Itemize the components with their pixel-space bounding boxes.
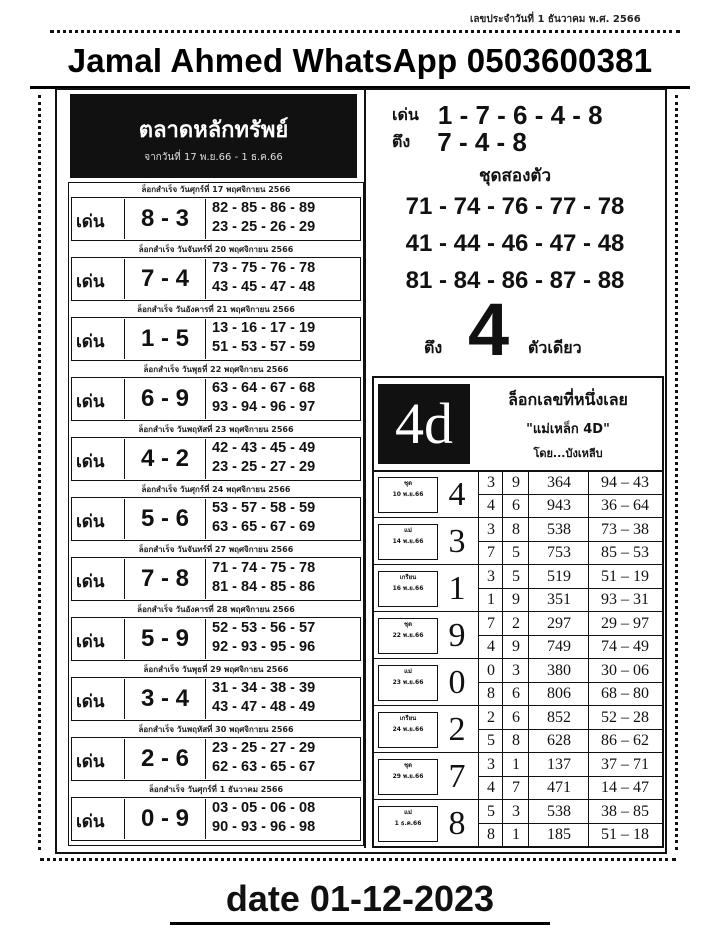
footer-date: date 01-12-2023 [225, 878, 495, 919]
table-4d-cell: 538 [547, 803, 571, 820]
table-4d-cell: 68 – 80 [601, 685, 649, 702]
row-numbers-line-1: 31 - 34 - 38 - 39 [212, 680, 316, 696]
set-line-3: 81 - 84 - 86 - 87 - 88 [405, 267, 625, 294]
row-pair: 0 - 9 [124, 799, 206, 839]
row-date: ล็อกสำเร็จ วันศุกร์ที่ 24 พฤศจิกายน 2566 [141, 485, 291, 494]
table-4d-date-text: 1 ธ.ค.66 [394, 820, 422, 827]
row-numbers-line-1: 42 - 43 - 45 - 49 [212, 440, 316, 456]
table-4d-cell: 538 [547, 521, 571, 538]
table-4d-main-digit: 9 [448, 617, 466, 654]
dotted-border-left [38, 95, 41, 850]
table-4d-cell: 749 [547, 638, 571, 655]
row-label: เด่น [76, 272, 105, 292]
table-4d-cell: 6 [512, 709, 520, 726]
lottery-row [69, 183, 363, 241]
table-4d-cell: 85 – 53 [601, 544, 649, 561]
lottery-row [69, 783, 363, 841]
table-4d-subtitle: "แม่เหล็ก 4D" [526, 422, 610, 437]
lottery-row [69, 543, 363, 601]
row-numbers-line-2: 92 - 93 - 95 - 96 [212, 639, 316, 655]
table-4d-cell: 36 – 64 [601, 497, 649, 514]
table-4d-cell: 1 [512, 756, 520, 773]
set-line-1: 71 - 74 - 76 - 77 - 78 [405, 193, 625, 220]
table-4d-cell: 1 [487, 591, 495, 608]
left-rows-panel [68, 182, 364, 846]
row-box [71, 437, 361, 481]
row-numbers [212, 439, 315, 477]
table-4d-row [374, 658, 662, 706]
table-4d-cell: 9 [512, 638, 520, 655]
table-4d-cell: 3 [487, 521, 495, 538]
ting-label: ตึง [392, 132, 411, 151]
table-4d-cell: 8 [512, 732, 520, 749]
row-box [71, 197, 361, 241]
table-4d-cell: 8 [487, 826, 495, 843]
row-date: ล็อกสำเร็จ วันศุกร์ที่ 1 ธันวาคม 2566 [148, 785, 284, 794]
row-date: ล็อกสำเร็จ วันจันทร์ที่ 27 พฤศจิกายน 2566 [138, 545, 294, 554]
table-4d-cell: 3 [487, 756, 495, 773]
table-4d-cell: 86 – 62 [601, 732, 649, 749]
table-4d-cell: 94 – 43 [601, 474, 649, 491]
table-4d-date-text: 10 พ.ย.66 [392, 491, 424, 498]
row-box [71, 737, 361, 781]
row-label: เด่น [76, 392, 105, 412]
set-title: ชุดสองตัว [478, 166, 552, 186]
table-4d-main-digit: 8 [448, 805, 466, 842]
row-label: เด่น [76, 212, 105, 232]
row-numbers-line-2: 43 - 47 - 48 - 49 [212, 699, 316, 715]
row-numbers [212, 499, 315, 537]
table-4d-cell: 7 [487, 544, 495, 561]
table-4d-date-type: แม่ [404, 527, 412, 534]
row-box [71, 317, 361, 361]
table-4d-cell: 2 [512, 615, 520, 632]
row-numbers-line-1: 53 - 57 - 58 - 59 [212, 500, 316, 516]
row-numbers [212, 199, 315, 237]
row-label: เด่น [76, 332, 105, 352]
row-date: ล็อกสำเร็จ วันพฤหัสที่ 23 พฤศจิกายน 2566 [138, 425, 294, 434]
table-4d-cell: 4 [487, 638, 495, 655]
table-4d-cell: 4 [487, 779, 495, 796]
table-4d-cell: 1 [512, 826, 520, 843]
table-4d-row [374, 517, 662, 565]
table-4d-date [378, 618, 438, 654]
table-4d-date [378, 806, 438, 842]
row-pair: 1 - 5 [124, 319, 206, 359]
row-numbers-line-2: 81 - 84 - 85 - 86 [212, 579, 316, 595]
row-numbers-line-2: 62 - 63 - 65 - 67 [212, 759, 316, 775]
table-4d-date [378, 571, 438, 607]
table-4d-date-type: เกรียน [399, 574, 417, 581]
table-4d-header [374, 378, 662, 472]
table-4d-date-type: ชุด [404, 621, 412, 628]
column-divider [364, 90, 366, 848]
table-4d-date-text: 16 พ.ย.66 [392, 585, 424, 592]
footer-date-underline [170, 922, 550, 925]
table-4d-date-type: ชุด [404, 480, 412, 487]
row-box [71, 377, 361, 421]
table-4d-cell: 73 – 38 [601, 521, 649, 538]
table-4d-row [374, 470, 662, 518]
row-pair: 3 - 4 [124, 679, 206, 719]
row-pair: 5 - 6 [124, 499, 206, 539]
table-4d-cell: 3 [487, 474, 495, 491]
table-4d-date-type: ชุด [404, 762, 412, 769]
table-4d-cell: 471 [547, 779, 571, 796]
table-4d-cell: 753 [547, 544, 571, 561]
table-4d-cell: 8 [487, 685, 495, 702]
row-numbers-line-2: 23 - 25 - 26 - 29 [212, 219, 316, 235]
market-date-range: จากวันที่ 17 พ.ย.66 - 1 ธ.ค.66 [144, 152, 283, 163]
table-4d-cell: 519 [547, 568, 571, 585]
table-4d-date [378, 477, 438, 513]
table-4d-main-digit: 0 [448, 664, 466, 701]
row-date: ล็อกสำเร็จ วันพุธที่ 29 พฤศจิกายน 2566 [143, 665, 289, 674]
table-4d-main-digit: 7 [448, 758, 466, 795]
table-4d-cell: 9 [512, 591, 520, 608]
dotted-border-right [675, 95, 678, 850]
table-4d-cell: 137 [547, 756, 571, 773]
row-numbers-line-1: 23 - 25 - 27 - 29 [212, 740, 316, 756]
row-label: เด่น [76, 632, 105, 652]
row-date: ล็อกสำเร็จ วันจันทร์ที่ 20 พฤศจิกายน 2566 [138, 245, 294, 254]
den-label: เด่น [392, 105, 419, 124]
table-4d-cell: 5 [512, 544, 520, 561]
table-4d-main-digit: 3 [448, 523, 466, 560]
row-numbers-line-1: 52 - 53 - 56 - 57 [212, 620, 316, 636]
table-4d-cell: 852 [547, 709, 571, 726]
ting-row [392, 127, 527, 158]
table-4d-cell: 9 [512, 474, 520, 491]
row-numbers-line-1: 13 - 16 - 17 - 19 [212, 320, 316, 336]
table-4d-date-text: 24 พ.ย.66 [392, 726, 424, 733]
row-label: เด่น [76, 812, 105, 832]
row-box [71, 257, 361, 301]
table-4d [372, 376, 664, 848]
single-digit: 4 [468, 288, 510, 371]
dotted-divider-bottom [40, 858, 676, 861]
table-4d-cell: 351 [547, 591, 571, 608]
table-4d-date-type: แม่ [404, 668, 412, 675]
lottery-row [69, 483, 363, 541]
table-4d-cell: 943 [547, 497, 571, 514]
table-4d-cell: 6 [512, 685, 520, 702]
table-4d-cell: 7 [487, 615, 495, 632]
row-box [71, 497, 361, 541]
table-4d-date-type: เกรียน [399, 715, 417, 722]
row-numbers-line-2: 51 - 53 - 57 - 59 [212, 339, 316, 355]
table-4d-cell: 37 – 71 [601, 756, 649, 773]
row-date: ล็อกสำเร็จ วันพฤหัสที่ 30 พฤศจิกายน 2566 [138, 725, 294, 734]
table-4d-cell: 5 [487, 732, 495, 749]
set-line-2: 41 - 44 - 46 - 47 - 48 [405, 230, 625, 257]
lottery-row [69, 423, 363, 481]
row-date: ล็อกสำเร็จ วันอังคารที่ 21 พฤศจิกายน 2566 [137, 305, 295, 314]
row-box [71, 677, 361, 721]
row-pair: 8 - 3 [124, 199, 206, 239]
table-4d-date-text: 23 พ.ย.66 [392, 679, 424, 686]
table-4d-cell: 297 [547, 615, 571, 632]
lottery-row [69, 303, 363, 361]
ting-value: 7 - 4 - 8 [437, 127, 527, 157]
row-pair: 2 - 6 [124, 739, 206, 779]
dotted-divider-top [50, 30, 680, 33]
header-small-text: เลขประจำวันที่ 1 ธันวาคม พ.ศ. 2566 [470, 14, 641, 25]
row-box [71, 557, 361, 601]
table-4d-cell: 380 [547, 662, 571, 679]
row-pair: 5 - 9 [124, 619, 206, 659]
lottery-row [69, 363, 363, 421]
table-4d-cell: 8 [512, 521, 520, 538]
table-4d-cell: 2 [487, 709, 495, 726]
table-4d-cell: 7 [512, 779, 520, 796]
table-4d-date [378, 759, 438, 795]
row-label: เด่น [76, 752, 105, 772]
row-label: เด่น [76, 692, 105, 712]
table-4d-cell: 3 [512, 803, 520, 820]
row-numbers [212, 799, 315, 837]
row-numbers [212, 679, 315, 717]
table-4d-date [378, 712, 438, 748]
row-date: ล็อกสำเร็จ วันพุธที่ 22 พฤศจิกายน 2566 [143, 365, 289, 374]
row-label: เด่น [76, 572, 105, 592]
row-date: ล็อกสำเร็จ วันศุกร์ที่ 17 พฤศจิกายน 2566 [141, 185, 291, 194]
row-pair: 7 - 8 [124, 559, 206, 599]
table-4d-cell: 5 [487, 803, 495, 820]
table-4d-row [374, 752, 662, 800]
row-label: เด่น [76, 452, 105, 472]
table-4d-cell: 3 [512, 662, 520, 679]
table-4d-cell: 628 [547, 732, 571, 749]
table-4d-cell: 52 – 28 [601, 709, 649, 726]
table-4d-date [378, 665, 438, 701]
table-4d-row [374, 799, 662, 847]
table-4d-cell: 51 – 18 [601, 826, 649, 843]
row-numbers [212, 259, 315, 297]
table-4d-cell: 93 – 31 [601, 591, 649, 608]
table-4d-cell: 30 – 06 [601, 662, 649, 679]
row-pair: 4 - 2 [124, 439, 206, 479]
table-4d-cell: 3 [487, 568, 495, 585]
table-4d-row [374, 611, 662, 659]
table-4d-main-digit: 4 [448, 476, 466, 513]
row-numbers-line-2: 93 - 94 - 96 - 97 [212, 399, 316, 415]
row-numbers-line-2: 90 - 93 - 96 - 98 [212, 819, 316, 835]
market-title: ตลาดหลักทรัพย์ [138, 118, 289, 143]
table-4d-cell: 5 [512, 568, 520, 585]
den-value: 1 - 7 - 6 - 4 - 8 [437, 100, 603, 130]
row-date: ล็อกสำเร็จ วันอังคารที่ 28 พฤศจิกายน 2566 [137, 605, 295, 614]
table-4d-cell: 364 [547, 474, 571, 491]
table-4d-date-type: แม่ [404, 809, 412, 816]
table-4d-author: โดย...บังเหลีบ [533, 447, 603, 460]
row-box [71, 617, 361, 661]
row-numbers-line-1: 73 - 75 - 76 - 78 [212, 260, 316, 276]
table-4d-date-text: 22 พ.ย.66 [392, 632, 424, 639]
table-4d-main-digit: 1 [448, 570, 466, 607]
table-4d-cell: 38 – 85 [601, 803, 649, 820]
row-label: เด่น [76, 512, 105, 532]
table-4d-cell: 806 [547, 685, 571, 702]
row-numbers [212, 319, 315, 357]
row-numbers [212, 739, 315, 777]
row-numbers [212, 379, 315, 417]
table-4d-date [378, 524, 438, 560]
row-numbers-line-2: 63 - 65 - 67 - 69 [212, 519, 316, 535]
table-4d-row [374, 705, 662, 753]
table-4d-cell: 4 [487, 497, 495, 514]
single-digit-block [380, 290, 660, 370]
row-numbers-line-1: 03 - 05 - 06 - 08 [212, 800, 316, 816]
table-4d-main-digit: 2 [448, 711, 466, 748]
table-4d-cell: 6 [512, 497, 520, 514]
lottery-row [69, 243, 363, 301]
row-numbers-line-1: 82 - 85 - 86 - 89 [212, 200, 316, 216]
lottery-row [69, 723, 363, 781]
table-4d-row [374, 564, 662, 612]
row-numbers [212, 559, 315, 597]
row-numbers-line-2: 23 - 25 - 27 - 29 [212, 459, 316, 475]
table-4d-cell: 51 – 19 [601, 568, 649, 585]
row-pair: 6 - 9 [124, 379, 206, 419]
table-4d-cell: 0 [487, 662, 495, 679]
lottery-row [69, 663, 363, 721]
logo-4d: 4d [378, 384, 470, 464]
table-4d-cell: 74 – 49 [601, 638, 649, 655]
table-4d-cell: 14 – 47 [601, 779, 649, 796]
single-left-label: ตึง [424, 338, 443, 357]
row-numbers-line-1: 63 - 64 - 67 - 68 [212, 380, 316, 396]
row-numbers [212, 619, 315, 657]
market-title-box [70, 94, 357, 178]
table-4d-title: ล็อกเลขที่หนึ่งเลย [508, 390, 628, 409]
lottery-row [69, 603, 363, 661]
row-numbers-line-1: 71 - 74 - 75 - 78 [212, 560, 316, 576]
row-pair: 7 - 4 [124, 259, 206, 299]
row-numbers-line-2: 43 - 45 - 47 - 48 [212, 279, 316, 295]
table-4d-cell: 29 – 97 [601, 615, 649, 632]
row-box [71, 797, 361, 841]
table-4d-date-text: 29 พ.ย.66 [392, 773, 424, 780]
table-4d-date-text: 14 พ.ย.66 [392, 538, 424, 545]
single-right-label: ตัวเดียว [528, 338, 582, 357]
banner-title: Jamal Ahmed WhatsApp 0503600381 [67, 42, 653, 79]
table-4d-cell: 185 [547, 826, 571, 843]
